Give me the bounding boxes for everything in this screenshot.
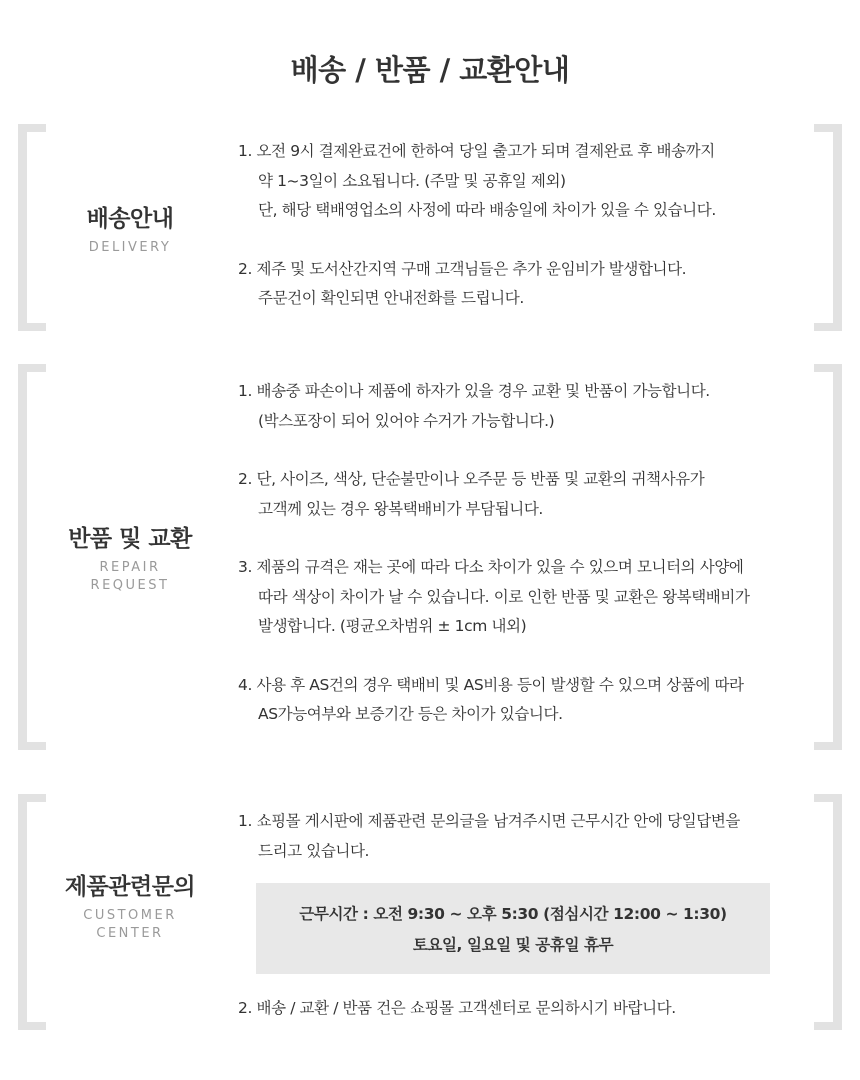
text-line: 따라 색상이 차이가 날 수 있습니다. 이로 인한 반품 및 교환은 왕복택배비가 xyxy=(258,587,750,606)
text-line: 약 1~3일이 소요됩니다. (주말 및 공휴일 제외) xyxy=(258,171,566,190)
text-line: (박스포장이 되어 있어야 수거가 가능합니다.) xyxy=(258,411,555,430)
text-line: 2. 배송 / 교환 / 반품 건은 쇼핑몰 고객센터로 문의하시기 바랍니다. xyxy=(238,999,676,1017)
repair-section xyxy=(18,364,842,750)
label-en-line: REQUEST xyxy=(90,578,170,593)
right-bracket-decoration xyxy=(814,364,842,750)
customer-section xyxy=(18,794,842,1030)
text-line: 1. 쇼핑몰 게시판에 제품관련 문의글을 남겨주시면 근무시간 안에 당일답변을 xyxy=(238,812,740,830)
text-line: 발생합니다. (평균오차범위 ± 1cm 내외) xyxy=(258,617,527,635)
customer-label xyxy=(40,868,220,943)
right-bracket-decoration xyxy=(814,794,842,1030)
text-line: 1. 배송중 파손이나 제품에 하자가 있을 경우 교환 및 반품이 가능합니다. xyxy=(238,382,710,400)
text-line: 4. 사용 후 AS건의 경우 택배비 및 AS비용 등이 발생할 수 있으며 상품에 따라 xyxy=(238,675,744,694)
repair-label-english xyxy=(40,559,220,595)
repair-item-3 xyxy=(238,553,798,642)
repair-item-1 xyxy=(238,377,798,436)
text-line: 3. 제품의 규격은 재는 곳에 따라 다소 차이가 있을 수 있으며 모니터의 사양에 xyxy=(238,558,744,576)
text-line: 1. 오전 9시 결제완료건에 한하여 당일 출고가 되며 결제완료 후 배송까지 xyxy=(238,142,715,160)
delivery-label xyxy=(40,200,220,257)
delivery-label-korean: 배송안내 xyxy=(86,206,174,232)
delivery-item-1 xyxy=(238,137,798,226)
label-en-line: REPAIR xyxy=(99,560,161,575)
repair-item-2 xyxy=(238,465,798,524)
delivery-label-english: DELIVERY xyxy=(88,240,172,255)
customer-label-english xyxy=(40,907,220,943)
delivery-content xyxy=(238,137,798,314)
repair-label xyxy=(40,520,220,595)
repair-content xyxy=(238,377,798,730)
delivery-item-2 xyxy=(238,255,798,314)
text-line: 2. 제주 및 도서산간지역 구매 고객님들은 추가 운임비가 발생합니다. xyxy=(238,259,687,278)
text-line: 고객께 있는 경우 왕복택배비가 부담됩니다. xyxy=(258,499,543,518)
business-hours-text: 근무시간 : 오전 9:30 ~ 오후 5:30 (점심시간 12:00 ~ 1:30) xyxy=(299,905,727,923)
text-line: 드리고 있습니다. xyxy=(258,841,370,860)
customer-item-1 xyxy=(238,807,798,866)
text-line: 2. 단, 사이즈, 색상, 단순불만이나 오주문 등 반품 및 교환의 귀책사유가 xyxy=(238,470,705,488)
repair-label-korean: 반품 및 교환 xyxy=(68,526,192,552)
customer-content xyxy=(238,807,798,1024)
text-line: 단, 해당 택배영업소의 사정에 따라 배송일에 차이가 있을 수 있습니다. xyxy=(258,201,716,219)
customer-label-korean: 제품관련문의 xyxy=(64,874,196,900)
customer-item-2 xyxy=(238,994,798,1024)
holiday-text: 토요일, 일요일 및 공휴일 휴무 xyxy=(412,936,614,954)
page-title: 배송 / 반품 / 교환안내 xyxy=(290,53,570,87)
label-en-line: CENTER xyxy=(96,926,164,941)
delivery-section xyxy=(18,124,842,331)
business-hours-box xyxy=(256,883,770,974)
repair-item-4 xyxy=(238,671,798,730)
right-bracket-decoration xyxy=(814,124,842,331)
text-line: 주문건이 확인되면 안내전화를 드립니다. xyxy=(258,289,524,307)
text-line: AS가능여부와 보증기간 등은 차이가 있습니다. xyxy=(258,705,563,723)
label-en-line: CUSTOMER xyxy=(83,908,177,923)
